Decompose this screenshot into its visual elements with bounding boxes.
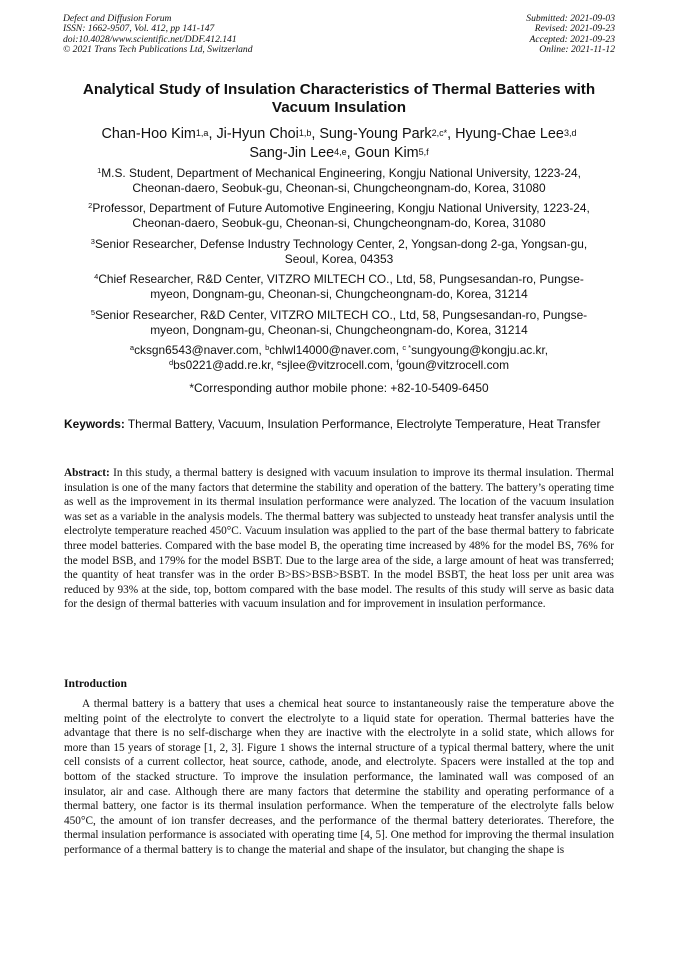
submission-dates — [526, 14, 615, 55]
affiliation-text: Senior Researcher, Defense Industry Technology Center, 2, Yongsan-dong 2-ga, Yongsan-gu, — [94, 236, 588, 251]
affiliation-item — [64, 237, 614, 266]
paper-title-line1: Analytical Study of Insulation Characteristics of Thermal Batteries with — [82, 81, 596, 98]
author-name: Hyung-Chae Lee — [455, 126, 564, 142]
author-name: Sung-Young Park — [319, 126, 432, 142]
author-name: Chan-Hoo Kim — [101, 126, 196, 142]
email-address: sungyoung@kongju.ac.kr, — [411, 343, 549, 358]
journal-issn: ISSN: 1662-9507, Vol. 412, pp 141-147 — [63, 23, 215, 35]
author-affiliation-mark: 1,b — [298, 128, 312, 138]
affiliation-text: myeon, Dongnam-gu, Cheonan-si, Chungcheongnam-do, Korea, 31214 — [150, 287, 528, 302]
author-separator: , — [311, 126, 320, 142]
author-name: Goun Kim — [354, 144, 419, 161]
keywords-text: Thermal Battery, Vacuum, Insulation Performance, Electrolyte Temperature, Heat Transfer — [124, 417, 601, 431]
affiliation-number: 4 — [94, 272, 99, 282]
email-address: bs0221@add.re.kr, — [173, 358, 278, 373]
affiliation-text: Cheonan-daero, Seobuk-gu, Cheonan-si, Chungcheongnam-do, Korea, 31080 — [132, 180, 546, 195]
email-mark: a — [129, 343, 135, 353]
abstract-text: In this study, a thermal battery is designed with vacuum insulation to improve its thermal insulation. Thermal insulation is one of the many factors that determine the stability and operation of the battery. The battery’s operating time as well as the improvement in its thermal insulation performance were analyzed. The location of the vacuum insulation was set as a variable in the analysis models. The thermal battery was subjected to unsteady heat transfer analysis until the electrolyte temperature reached 450°C. Vacuum insulation was applied to the part of the base thermal battery to fabricate three model batteries. Compared with the base model B, the operating time increased by 48% for the model BS, 76% for the model BSB, and 179% for the model BSBT. Due to the large area of the side, a large amount of heat was transferred; the quantity of heat transfer was in the order B>BS>BSB>BSBT. In the model BSBT, the heat loss per unit area was reduced by 93% at the side, top, bottom compared with the base model. The results of this study will serve as basic data for the design of thermal batteries with vacuum insulation and for improvement in insulation performance. — [64, 467, 614, 611]
affiliation-number: 3 — [90, 236, 95, 246]
journal-info — [63, 14, 253, 55]
author-name: Sang-Jin Lee — [249, 144, 335, 161]
abstract — [64, 466, 614, 612]
author-affiliation-mark: 5,f — [418, 146, 429, 157]
author-emails — [64, 343, 614, 372]
affiliations — [64, 166, 614, 395]
affiliation-text: Cheonan-daero, Seobuk-gu, Cheonan-si, Chungcheongnam-do, Korea, 31080 — [132, 216, 546, 231]
affiliation-text: Chief Researcher, R&D Center, VITZRO MILTECH CO., Ltd, 58, Pungsesandan-ro, Pungse- — [98, 272, 584, 287]
author-affiliation-mark: 3,d — [563, 128, 577, 138]
author-separator: , — [208, 126, 217, 142]
author-affiliation-mark: 1,a — [195, 128, 209, 138]
revised-date: Revised: 2021-09-23 — [534, 23, 615, 35]
journal-name: Defect and Diffusion Forum — [63, 13, 172, 24]
email-mark: f — [396, 358, 399, 368]
email-address: sjlee@vitzrocell.com, — [281, 358, 397, 373]
keywords-label: Keywords: — [64, 417, 125, 431]
email-mark: c * — [402, 343, 412, 353]
affiliation-text: Senior Researcher, R&D Center, VITZRO MILTECH CO., Ltd, 58, Pungsesandan-ro, Pungse- — [95, 307, 588, 322]
email-address: goun@vitzrocell.com — [398, 358, 510, 373]
abstract-label: Abstract: — [64, 467, 110, 479]
keywords — [64, 417, 614, 431]
affiliation-text: Professor, Department of Future Automotive Engineering, Kongju National University, 1223-24, — [92, 201, 590, 216]
introduction-paragraph: A thermal battery is a battery that uses a chemical heat source to instantaneously raise the temperature above the melting point of the electrolyte to convert the electrolyte to a liquid state for operation. Thermal batteries have the advantage that there is no self-discharge when they are inactive with the electrolyte in a solid state, which allows for more than 15 years of storage [1, 2, 3]. Figure 1 shows the internal structure of a typical thermal battery, where the unit cell consists of a current collector, heat source, cathode, anode, and electrolyte. Spacers were installed at the top and bottom of the stacked structure. To improve the insulation performance, the laminated wall was composed of an insulator, air and case. Although there are many factors that determine the stability and operating performance of a thermal battery, one factor is its thermal insulation performance. When the temperature of the electrolyte falls below 450°C, the amount of ion transfer decreases, and the performance of the thermal battery deteriorates. Therefore, the thermal insulation performance is associated with operating time [4, 5]. One method for improving the thermal insulation performance of a thermal battery is to change the material and shape of the insulator, but changing the shape is — [64, 698, 614, 856]
author-list — [40, 125, 638, 162]
affiliation-item — [64, 308, 614, 337]
affiliation-number: 5 — [90, 307, 96, 317]
affiliation-text: M.S. Student, Department of Mechanical Engineering, Kongju National University, 1223-24, — [101, 166, 581, 180]
affiliation-text: Seoul, Korea, 04353 — [284, 251, 394, 266]
affiliation-item — [64, 272, 614, 301]
corresponding-author-note: *Corresponding author mobile phone: +82-10-5409-6450 — [189, 380, 489, 395]
affiliation-text: myeon, Dongnam-gu, Cheonan-si, Chungcheongnam-do, Korea, 31214 — [150, 322, 528, 337]
online-date: Online: 2021-11-12 — [539, 43, 615, 55]
email-mark: b — [265, 343, 270, 353]
paper-title — [40, 81, 638, 117]
affiliation-number: 2 — [88, 201, 93, 211]
author-separator: , — [346, 144, 355, 161]
section-heading-introduction: Introduction — [64, 677, 127, 690]
journal-copyright: © 2021 Trans Tech Publications Ltd, Switzerland — [63, 43, 253, 55]
journal-doi: doi:10.4028/www.scientific.net/DDF.412.141 — [63, 33, 237, 45]
author-affiliation-mark: 4,e — [334, 146, 347, 157]
email-address: cksgn6543@naver.com, — [134, 343, 266, 358]
author-name: Ji-Hyun Choi — [216, 126, 299, 142]
submitted-date: Submitted: 2021-09-03 — [526, 13, 615, 24]
author-affiliation-mark: 2,c* — [431, 128, 448, 138]
affiliation-item — [64, 166, 614, 195]
affiliation-item — [64, 201, 614, 230]
email-address: chlwl14000@naver.com, — [269, 343, 403, 358]
email-mark: e — [277, 358, 282, 368]
paper-title-line2: Vacuum Insulation — [271, 99, 407, 116]
author-separator: , — [447, 126, 456, 142]
affiliation-number: 1 — [97, 166, 102, 175]
email-mark: d — [168, 358, 174, 368]
accepted-date: Accepted: 2021-09-23 — [529, 33, 615, 45]
